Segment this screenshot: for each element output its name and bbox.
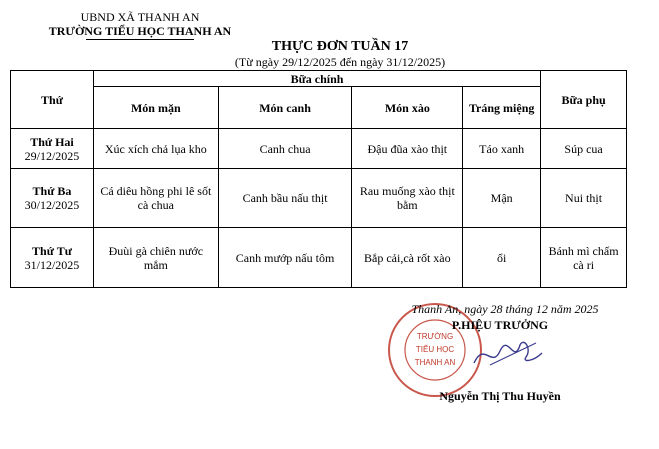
day-cell <box>11 228 94 288</box>
salty-cell: Đuùi gà chiên nước mắm <box>93 228 218 288</box>
soup-cell: Canh mướp nấu tôm <box>218 228 352 288</box>
salty-cell: Xúc xích chả lụa kho <box>93 129 218 169</box>
page-title: THỰC ĐƠN TUẦN 17 <box>271 39 409 54</box>
dessert-cell: Mận <box>463 169 541 228</box>
signer-name: Nguyễn Thị Thu Huyền <box>439 389 561 403</box>
day-cell <box>11 169 94 228</box>
sign-place-date: Thanh An, ngày 28 tháng 12 năm 2025 <box>411 302 599 316</box>
header-salty: Món mặn <box>93 87 218 129</box>
school-name: TRƯỜNG TIỂU HỌC THANH AN <box>48 24 232 38</box>
handwritten-signature <box>470 335 545 375</box>
snack-cell: Nui thịt <box>541 169 627 228</box>
soup-cell: Canh chua <box>218 129 352 169</box>
school-underline <box>86 39 194 40</box>
stirfry-cell: Đậu đũa xào thịt <box>352 129 463 169</box>
day-name: Thứ Ba <box>32 184 72 198</box>
page-subtitle: (Từ ngày 29/12/2025 đến ngày 31/12/2025) <box>234 55 446 69</box>
dessert-cell: Táo xanh <box>463 129 541 169</box>
soup-cell: Canh bầu nấu thịt <box>218 169 352 228</box>
snack-cell: Súp cua <box>541 129 627 169</box>
agency-name: UBND XÃ THANH AN <box>80 10 200 24</box>
table-row <box>11 169 627 228</box>
header-snack: Bữa phụ <box>541 71 627 129</box>
snack-cell: Bánh mì chấm cà ri <box>541 228 627 288</box>
table-row <box>11 129 627 169</box>
dessert-cell: ổi <box>463 228 541 288</box>
stamp-line-2: TIỂU HỌC <box>415 345 455 354</box>
stirfry-cell: Rau muống xào thịt bằm <box>352 169 463 228</box>
table-row <box>11 228 627 288</box>
stamp-line-1: TRƯỜNG <box>416 332 454 341</box>
header-day: Thứ <box>11 71 94 129</box>
header-dessert: Tráng miệng <box>463 87 541 129</box>
day-cell <box>11 129 94 169</box>
stirfry-cell: Bắp cải,cà rốt xào <box>352 228 463 288</box>
sign-role: P.HIỆU TRƯỞNG <box>451 318 549 332</box>
day-name: Thứ Hai <box>30 134 74 149</box>
day-date: 31/12/2025 <box>24 257 80 272</box>
salty-cell: Cá diêu hồng phi lê sốt cà chua <box>93 169 218 228</box>
day-date: 29/12/2025 <box>24 148 80 163</box>
header-soup: Món canh <box>218 87 352 129</box>
header-main-meal: Bữa chính <box>93 71 540 87</box>
day-date: 30/12/2025 <box>24 198 80 212</box>
stamp-line-3: THANH AN <box>414 358 456 367</box>
menu-table <box>10 70 627 288</box>
header-stirfry: Món xào <box>352 87 463 129</box>
day-name: Thứ Tư <box>32 243 72 258</box>
